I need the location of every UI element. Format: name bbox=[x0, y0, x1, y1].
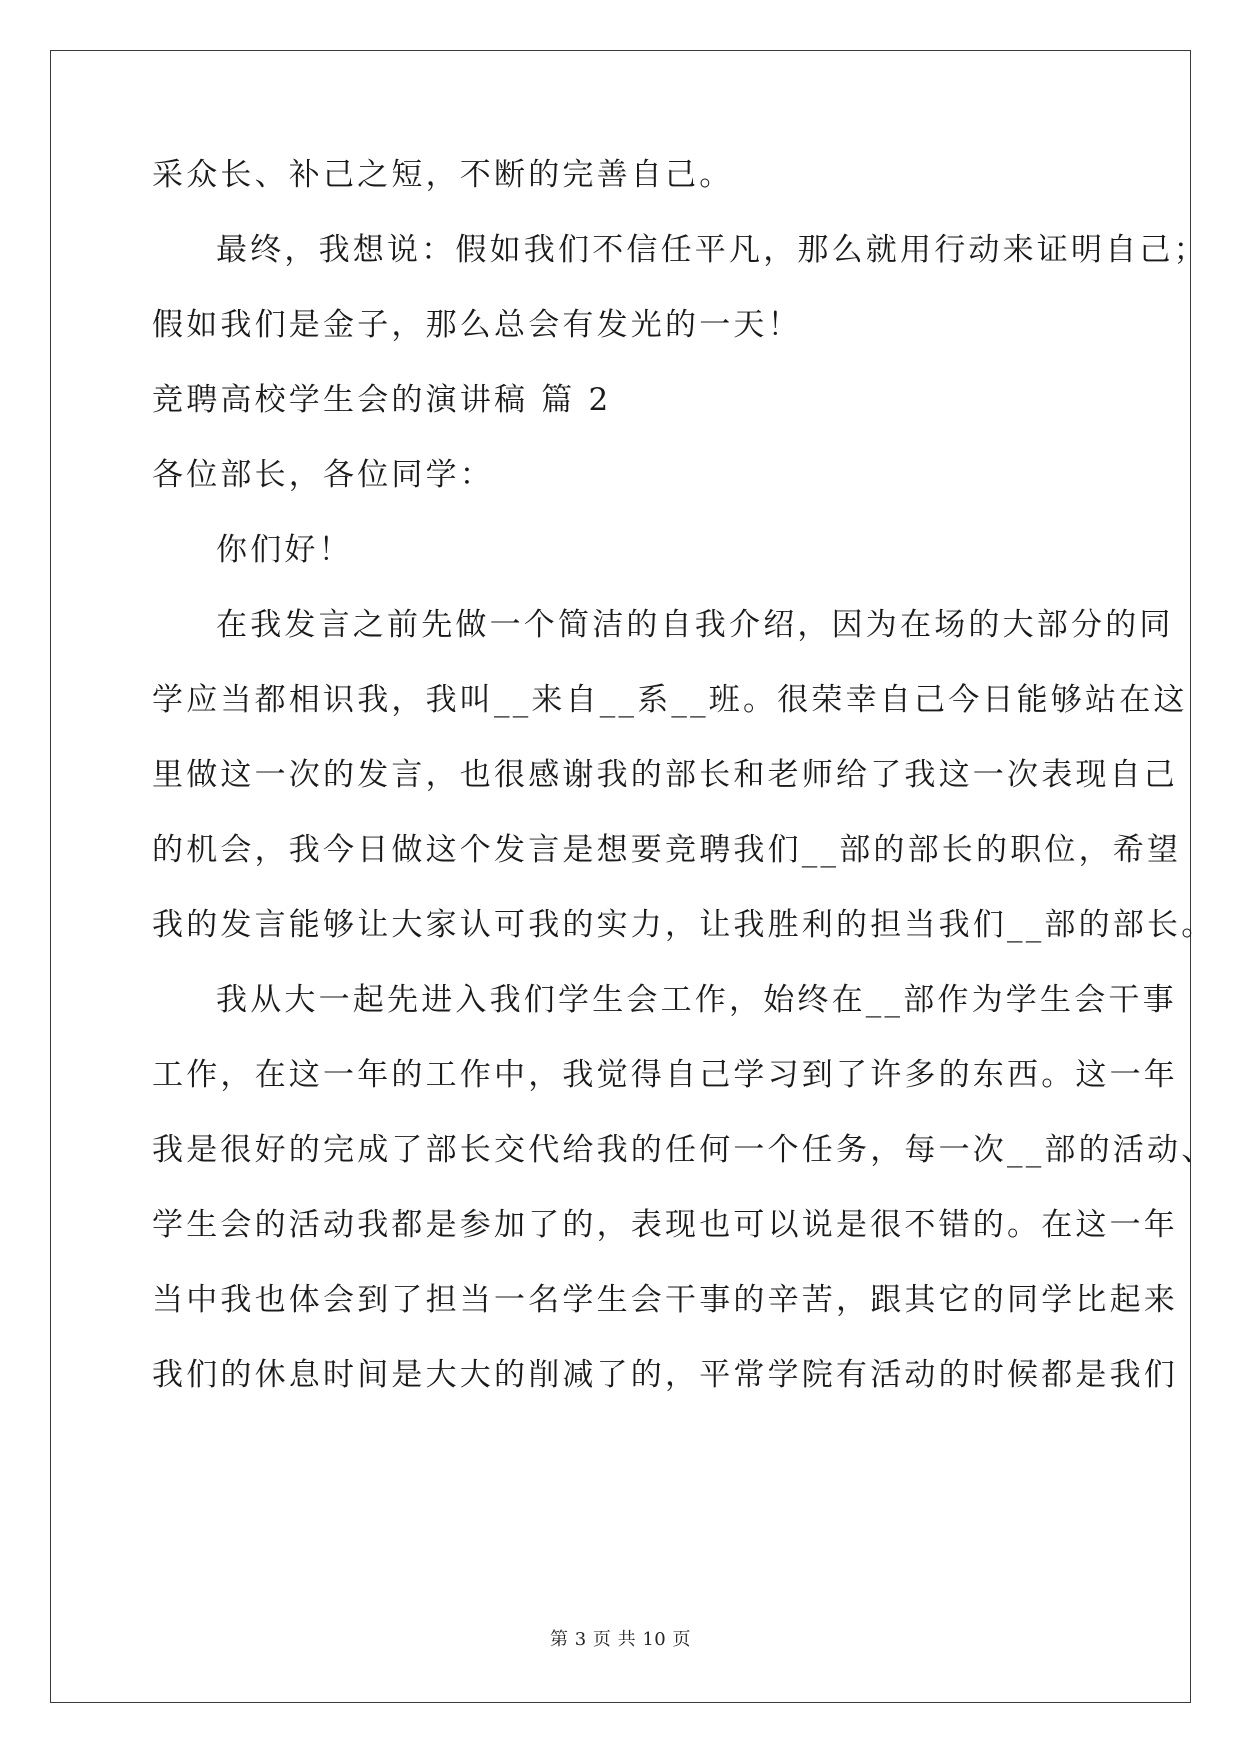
page-border bbox=[50, 50, 1191, 1703]
text-line: 工作，在这一年的工作中，我觉得自己学习到了许多的东西。这一年 bbox=[152, 1057, 1178, 1093]
text-line: 假如我们是金子，那么总会有发光的一天！ bbox=[152, 307, 802, 343]
text-line: 我的发言能够让大家认可我的实力，让我胜利的担当我们__部的部长。 bbox=[152, 907, 1216, 943]
text-line: 我从大一起先进入我们学生会工作，始终在__部作为学生会干事 bbox=[216, 982, 1177, 1018]
section-heading: 竞聘高校学生会的演讲稿 篇 2 bbox=[152, 382, 612, 418]
text-line: 我是很好的完成了部长交代给我的任何一个任务，每一次__部的活动、 bbox=[152, 1132, 1216, 1168]
text-line: 最终，我想说：假如我们不信任平凡，那么就用行动来证明自己； bbox=[216, 232, 1208, 268]
text-line: 学生会的活动我都是参加了的，表现也可以说是很不错的。在这一年 bbox=[152, 1207, 1178, 1243]
text-line: 学应当都相识我，我叫__来自__系__班。很荣幸自己今日能够站在这 bbox=[152, 682, 1188, 718]
greeting: 你们好！ bbox=[216, 532, 353, 568]
text-line: 采众长、补己之短，不断的完善自己。 bbox=[152, 157, 734, 193]
salutation: 各位部长，各位同学： bbox=[152, 457, 494, 493]
text-line: 在我发言之前先做一个简洁的自我介绍，因为在场的大部分的同 bbox=[216, 607, 1174, 643]
text-line: 我们的休息时间是大大的削减了的，平常学院有活动的时候都是我们 bbox=[152, 1357, 1178, 1393]
text-line: 的机会，我今日做这个发言是想要竞聘我们__部的部长的职位，希望 bbox=[152, 832, 1182, 868]
text-line: 当中我也体会到了担当一名学生会干事的辛苦，跟其它的同学比起来 bbox=[152, 1282, 1178, 1318]
page-number-footer: 第 3 页 共 10 页 bbox=[550, 1629, 691, 1650]
text-line: 里做这一次的发言，也很感谢我的部长和老师给了我这一次表现自己 bbox=[152, 757, 1178, 793]
